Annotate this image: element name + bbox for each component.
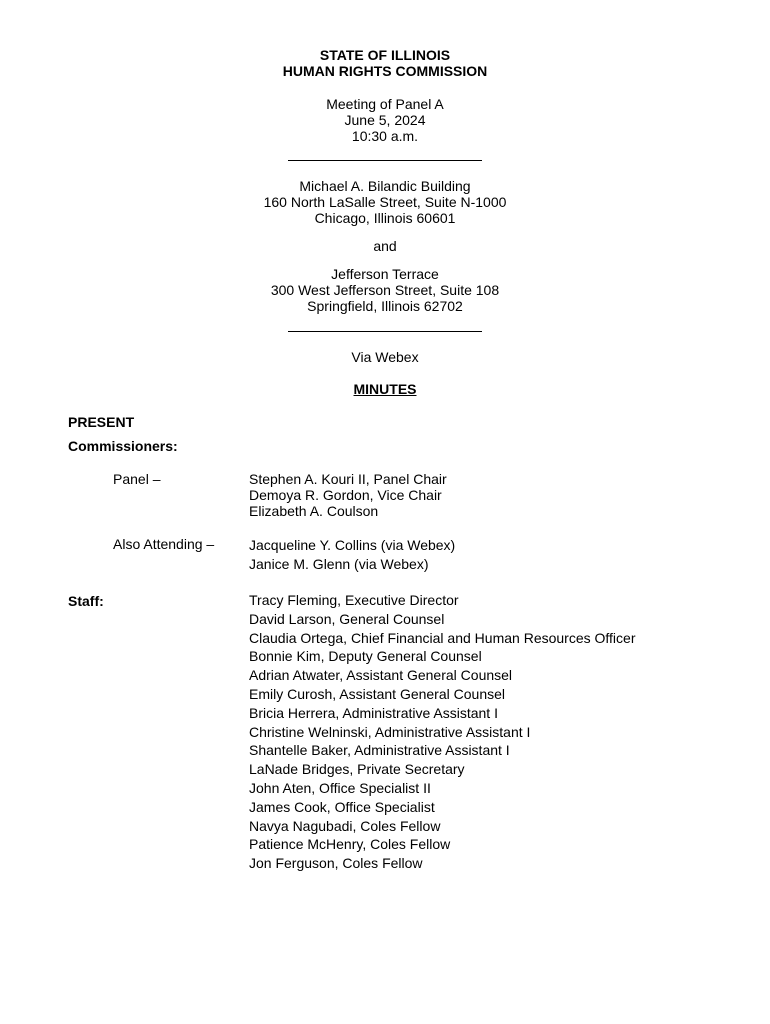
commissioners-heading: Commissioners:: [68, 438, 178, 454]
list-item: Patience McHenry, Coles Fellow: [249, 836, 451, 853]
org-line-state: STATE OF ILLINOIS: [319, 47, 451, 63]
list-item: Jon Ferguson, Coles Fellow: [249, 855, 423, 872]
list-item: Janice M. Glenn (via Webex): [249, 556, 429, 572]
list-item: Adrian Atwater, Assistant General Counsel: [249, 667, 513, 684]
list-item: Bricia Herrera, Administrative Assistant I: [249, 704, 498, 721]
conjunction-and: and: [373, 238, 397, 254]
list-item: James Cook, Office Specialist: [249, 798, 435, 815]
location1-street: 160 North LaSalle Street, Suite N-1000: [263, 194, 507, 210]
list-item: Stephen A. Kouri II, Panel Chair: [249, 471, 447, 487]
also-attending-list: [249, 536, 455, 574]
list-item: Tracy Fleming, Executive Director: [249, 592, 459, 608]
org-line-commission: HUMAN RIGHTS COMMISSION: [282, 63, 488, 79]
panel-label: Panel –: [113, 471, 161, 487]
meeting-date: June 5, 2024: [344, 112, 426, 128]
list-item: Navya Nagubadi, Coles Fellow: [249, 817, 441, 834]
list-item: Jacqueline Y. Collins (via Webex): [249, 537, 456, 553]
meeting-title: Meeting of Panel A: [326, 96, 444, 112]
meeting-info: [0, 96, 770, 144]
divider-rule-1: [288, 160, 482, 161]
staff-label: Staff:: [68, 593, 104, 609]
list-item: John Aten, Office Specialist II: [249, 779, 431, 796]
location-springfield: [0, 266, 770, 314]
list-item: Demoya R. Gordon, Vice Chair: [249, 487, 442, 503]
header-block: [0, 47, 770, 79]
location2-street: 300 West Jefferson Street, Suite 108: [270, 282, 500, 298]
location2-city: Springfield, Illinois 62702: [307, 298, 463, 314]
also-attending-label: Also Attending –: [113, 536, 215, 552]
location1-name: Michael A. Bilandic Building: [299, 178, 471, 194]
location2-name: Jefferson Terrace: [331, 266, 439, 282]
staff-list: [249, 591, 635, 873]
list-item: Emily Curosh, Assistant General Counsel: [249, 685, 505, 702]
list-item: Shantelle Baker, Administrative Assistant I: [249, 742, 510, 759]
minutes-heading: [0, 381, 770, 397]
panel-members-list: [249, 471, 447, 519]
present-heading: PRESENT: [68, 414, 135, 430]
minutes-heading-text: MINUTES: [353, 381, 417, 397]
divider-rule-2: [288, 331, 482, 332]
location1-city: Chicago, Illinois 60601: [314, 210, 456, 226]
via-webex: Via Webex: [351, 349, 419, 365]
meeting-time: 10:30 a.m.: [351, 128, 419, 144]
list-item: Claudia Ortega, Chief Financial and Human Resources Officer: [249, 629, 636, 646]
list-item: LaNade Bridges, Private Secretary: [249, 761, 465, 778]
list-item: Elizabeth A. Coulson: [249, 503, 379, 519]
list-item: David Larson, General Counsel: [249, 610, 445, 627]
list-item: Bonnie Kim, Deputy General Counsel: [249, 648, 482, 665]
list-item: Christine Welninski, Administrative Assistant I: [249, 723, 531, 740]
location-chicago: [0, 178, 770, 226]
